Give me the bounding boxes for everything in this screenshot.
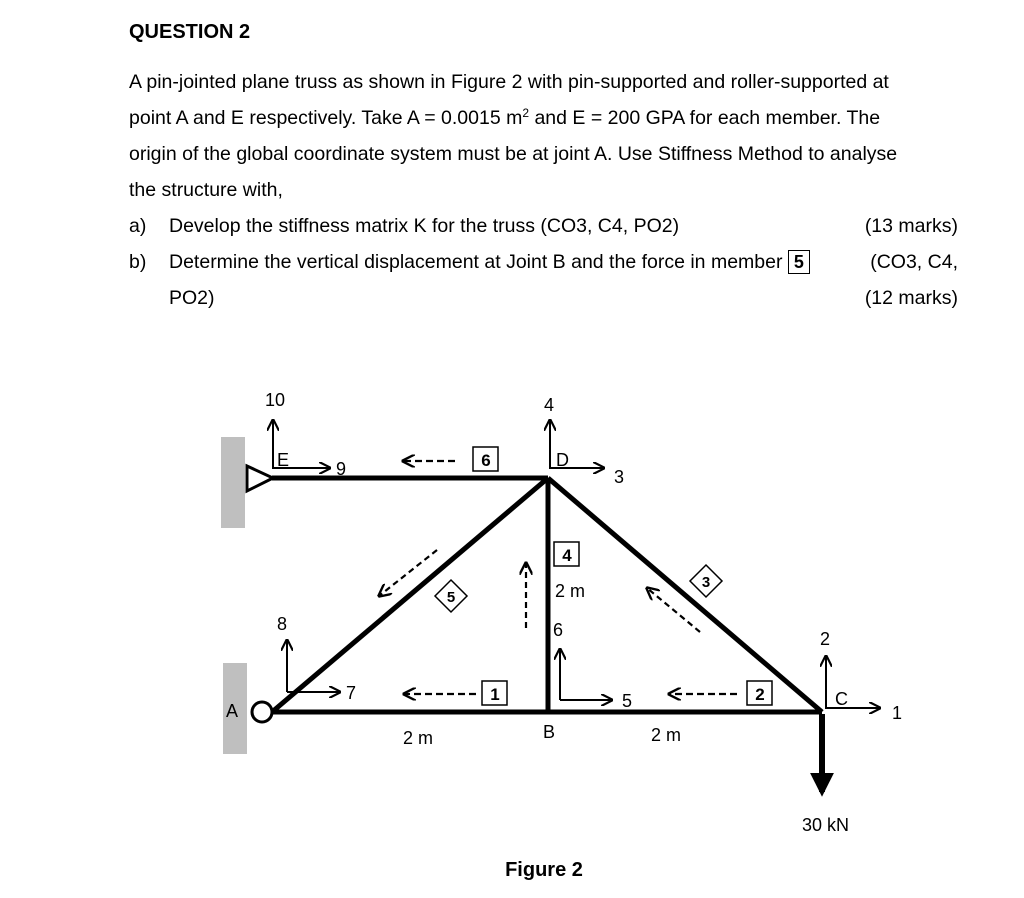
joint-label-a: A (226, 701, 239, 721)
dof-8: 8 (277, 614, 288, 634)
dof-7: 7 (346, 683, 357, 703)
joint-label-d: D (556, 450, 569, 470)
member-label-2: 2 (755, 685, 765, 704)
item-label: a) (129, 215, 147, 237)
pin-support-e (247, 466, 273, 491)
para-line-1: A pin-jointed plane truss as shown in Figure 2 with pin-supported and roller-supported at (129, 71, 889, 93)
figure-caption: Figure 2 (505, 859, 583, 881)
item-text: Determine the vertical displacement at Joint B and the force in member 5 (169, 244, 810, 280)
dof-2: 2 (820, 629, 831, 649)
dof-4: 4 (544, 395, 555, 415)
roller-support-a (252, 702, 272, 722)
item-marks: (12 marks) (864, 287, 958, 309)
item-text-cont: PO2) (169, 287, 215, 309)
dim-bc: 2 m (651, 725, 682, 745)
member-label-4: 4 (562, 546, 572, 565)
dim-ab: 2 m (403, 728, 434, 748)
joint-label-c: C (835, 689, 848, 709)
member-label-3: 3 (701, 574, 711, 591)
item-label: b) (129, 251, 147, 273)
dof-1: 1 (892, 703, 903, 723)
dof-10: 10 (265, 390, 286, 410)
dof-6: 6 (553, 620, 564, 640)
item-marks: (13 marks) (864, 215, 958, 237)
member-label-1: 1 (490, 685, 500, 704)
member-label-5: 5 (446, 589, 456, 606)
item-text: Develop the stiffness matrix K for the truss (CO3, C4, PO2) (169, 215, 680, 237)
para-line-3: origin of the global coordinate system must be at joint A. Use Stiffness Method to analyse (129, 143, 898, 165)
wall-support-e (221, 437, 245, 528)
para-line-2: point A and E respectively. Take A = 0.0015 $m^2$ and E = 200 GPA for each member. The (129, 106, 881, 129)
dof-9: 9 (336, 459, 347, 479)
member-dc (548, 478, 822, 712)
superscript: 2 (522, 106, 530, 120)
member-label-6: 6 (481, 451, 491, 470)
member-box: 5 (788, 250, 810, 274)
joint-label-b: B (543, 722, 556, 742)
para-line-4: the structure with, (129, 179, 283, 201)
dim-bd: 2 m (555, 581, 586, 601)
member-ad (272, 478, 548, 712)
dof-3: 3 (614, 467, 625, 487)
dof-5: 5 (622, 691, 633, 711)
question-title: QUESTION 2 (129, 21, 251, 43)
item-tail: (CO3, C4, (870, 251, 958, 273)
joint-label-e: E (277, 450, 290, 470)
load-label: 30 kN (802, 815, 850, 835)
